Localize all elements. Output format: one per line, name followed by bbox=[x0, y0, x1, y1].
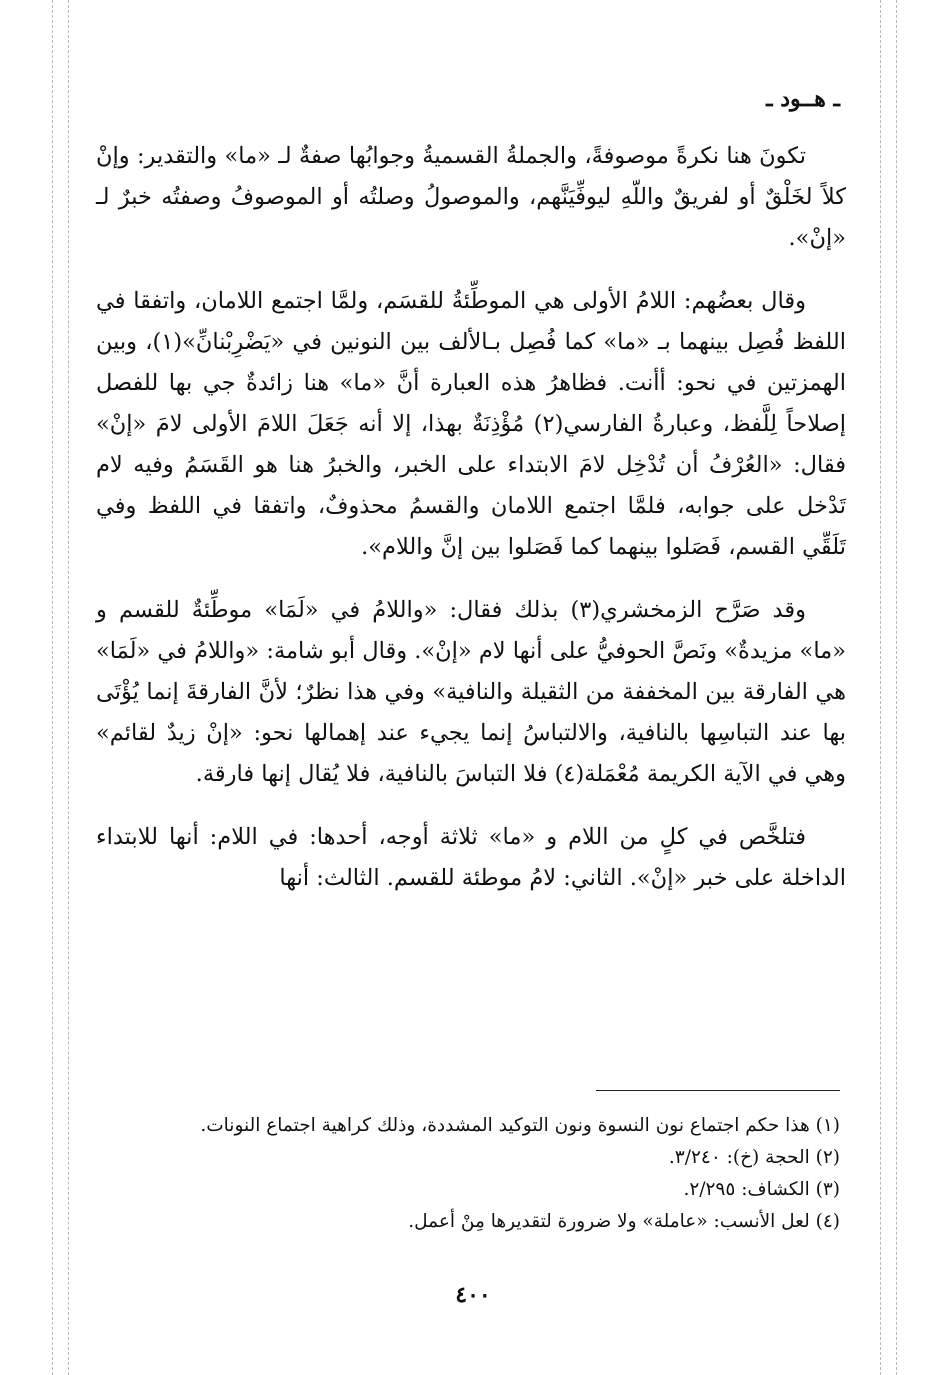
footnote: (٤) لعل الأنسب: «عاملة» ولا ضرورة لتقديرها مِنْ أعمل. bbox=[408, 1211, 840, 1232]
page-number: ٤٠٠ bbox=[455, 1282, 491, 1308]
footnote: (٢) الحجة (خ): ٣/٢٤٠. bbox=[668, 1147, 840, 1168]
paragraph: وقد صَرَّح الزمخشري(٣) بذلك فقال: «واللامُ في «لَمَا» موطِّئةٌ للقسم و «ما» مزيدةٌ» ونَصَّ الحوفيُّ على أنها لام «إنْ». وقال أبو شامة: «واللامُ في «لَمَا» هي الفارقة بين المخففة من الثقيلة والنافية» وفي هذا نظرٌ؛ لأنَّ الفارقةَ إنما يُؤْتَى بها عند التباسِها بالنافية، والالتباسُ إنما يجيء عند إهمالها نحو: «إنْ زيدٌ لقائم» وهي في الآية الكريمة مُعْمَلة(٤) فلا التباسَ بالنافية، فلا يُقال إنها فارقة. bbox=[96, 597, 846, 787]
main-text bbox=[96, 136, 846, 921]
page-edge-guide bbox=[880, 0, 881, 1375]
footnote: (١) هذا حكم اجتماع نون النسوة ونون التوكيد المشددة، وذلك كراهية اجتماع النونات. bbox=[200, 1115, 840, 1136]
page-edge-guide bbox=[68, 0, 69, 1375]
page-edge-guide bbox=[896, 0, 897, 1375]
footnote: (٣) الكشاف: ٢/٢٩٥. bbox=[683, 1179, 840, 1200]
page-edge-guide bbox=[52, 0, 53, 1375]
paragraph: فتلخَّص في كلٍ من اللام و «ما» ثلاثة أوجه، أحدها: في اللام: أنها للابتداء الداخلة على خبر «إنْ». الثاني: لامُ موطئة للقسم. الثالث: أنها bbox=[96, 824, 846, 891]
footnotes bbox=[96, 1110, 840, 1238]
paragraph: تكونَ هنا نكرةً موصوفةً، والجملةُ القسميةُ وجوابُها صفةٌ لـ «ما» والتقدير: وإنْ كلاً لخَلْقٌ أو لفريقٌ واللّهِ ليوفِّيَنَّهم، والموصولُ وصلتُه أو الموصوفُ وصفتُه خبرٌ لـ «إنْ». bbox=[96, 143, 846, 251]
running-header: ـ هــود ـ bbox=[766, 86, 840, 112]
footnote-separator bbox=[596, 1090, 840, 1091]
paragraph: وقال بعضُهم: اللامُ الأولى هي الموطِّئةُ للقسَم، ولمَّا اجتمع اللامان، واتفقا في اللفظ فُصِل بينهما بـ «ما» كما فُصِل بـالألف بين النونين في «يَضْرِبْنانِّ»(١)، وبين الهمزتين في نحو: أأنت. فظاهرُ هذه العبارة أنَّ «ما» هنا زائدةٌ جي بها للفصل إصلاحاً لِلَّفظ، وعبارةُ الفارسي(٢) مُؤْذِنَةٌ بهذا، إلا أنه جَعَلَ اللامَ الأولى لامَ «إنْ» فقال: «العُرْفُ أن تُدْخِل لامَ الابتداء على الخبر، والخبرُ هنا هو القَسَمُ وفيه لام تَدْخل على جوابه، فلمَّا اجتمع اللامان والقسمُ محذوفٌ، واتفقا في اللفظ وفي تَلَقِّي القسم، فَصَلوا بينهما كما فَصَلوا بين إنَّ واللام». bbox=[96, 288, 846, 560]
